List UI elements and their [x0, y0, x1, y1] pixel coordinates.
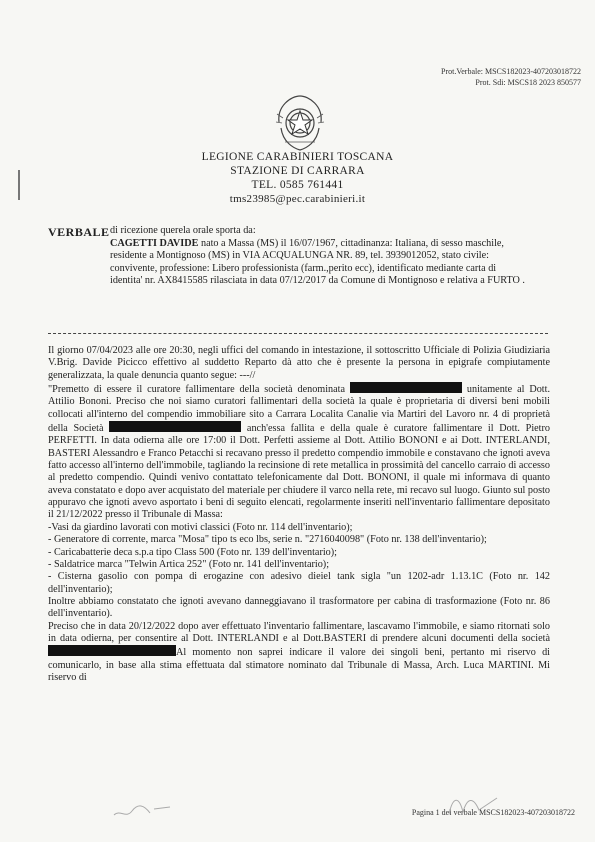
station-header: [170, 150, 425, 206]
list-item: - Caricabatterie deca s.p.a tipo Class 500 (Foto nr. 139 dell'inventario);: [48, 546, 337, 558]
statement-body: [48, 345, 550, 684]
paragraph-4: Preciso che in data 20/12/2022 dopo aver effettuato l'inventario fallimentare, lascavamo l'immobile, e siamo ritornati solo in data odierna, per consentire al Dott. INTERLANDI e al Dott.BASTERI di prendere alcuni documenti della società Al momento non saprei indicare il valore dei singoli beni, pertanto mi riservo di comunicarlo, in base alla stima effettuata dal stimatore nominato dal Tribunale di Massa, Arch. Luca MARTINI. Mi riservo di: [48, 620, 550, 683]
header-line1: LEGIONE CARABINIERI TOSCANA: [201, 151, 394, 163]
complainant-name: CAGETTI DAVIDE: [110, 237, 199, 249]
header-email: tms23985@pec.carabinieri.it: [229, 193, 366, 205]
list-item: - Cisterna gasolio con pompa di erogazine con adesivo dieiel tank sigla "un 1202-adr 1.13.1C (Foto nr. 142 dell'inventario);: [48, 571, 550, 595]
protocol-sdi: Prot. Sdi: MSCS18 2023 850577: [475, 78, 581, 87]
redaction-block: [350, 382, 462, 393]
verbale-line1: di ricezione querela orale sporta da:: [110, 225, 256, 236]
verbale-label: VERBALE: [48, 225, 110, 239]
paragraph-3: Inoltre abbiamo constatato che ignoti avevano danneggiavano il trasformatore per cabina di trasformazione (Foto nr. 86 dell'inventario).: [48, 595, 550, 620]
protocol-block: [441, 66, 581, 88]
verbale-intro: [110, 225, 530, 288]
paragraph-2: "Premetto di essere il curatore fallimentare della società denominata unitamente al Dott. Attilio Bononi. Preciso che noi siamo curatori fallimentari della società la quale è proprietaria di diversi beni mobili collocati all'interno del compendio immobiliare sito a Carrara Localita Canalie via Martiri del Lavoro nr. 4 di proprietà della Società anch'essa fallita e della quale è curatore fallimentare il Dott. Pietro PERFETTI. In data odierna alle ore 17:00 il Dott. Perfetti assieme al Dott. Attilio BONONI e ai Dott. INTERLANDI, BASTERI Alessandro e Franco Petacchi si recavano presso il predetto compendio immobile e constavano che ignoti aveva fatto accesso all'interno dell'immobile, tagliando la recinsione di rete metallica in prossimità del cancello carraio di accesso al predetto compendio. Quindi venivo contattato telefonicamente dal Dott. BONONI, il quale mi informava di quanto aveva constatato e dopo aver acquistato del materiale per chiudere il varco nella rete, mi recavo sul luogo. Giunto sul posto appuravo che ignoti avevo asportato i beni di seguito elencati, regolarmente inseriti nell'inventario fallimentare depositato il 21/12/2022 presso il Tribunale di Massa:: [48, 384, 551, 521]
signature-mark: [445, 790, 505, 820]
complainant-details: nato a Massa (MS) il 16/07/1967, cittadinanza: Italiana, di sesso maschile, residente a Montignoso (MS) in VIA ACQUALUNGA NR. 89, tel. 3939012052, stato civile: convivente, professione: Libero professionista (farm.,perito ecc), identificato mediante carta di identita' nr. AX8415585 rilasciata in data 07/12/2017 da Comune di Montignoso e relativa a FURTO .: [110, 237, 525, 287]
list-item: - Saldatrice marca "Telwin Artica 252" (Foto nr. 141 dell'inventario);: [48, 558, 330, 570]
margin-mark: [18, 170, 20, 200]
signature-mark: [110, 795, 180, 825]
redaction-block: [109, 421, 241, 432]
italian-emblem-icon: [271, 92, 329, 154]
protocol-verbale: Prot.Verbale: MSCS182023-407203018722: [441, 67, 581, 76]
list-item: - Generatore di corrente, marca "Mosa" tipo ts eco lbs, serie n. "2716040098" (Foto nr. 138 dell'inventario);: [48, 534, 487, 546]
header-line2: STAZIONE DI CARRARA: [230, 165, 365, 177]
page-footer: Pagina 1 del verbale MSCS182023-407203018722: [411, 808, 575, 817]
header-phone: TEL. 0585 761441: [251, 179, 344, 191]
section-divider: [48, 333, 548, 334]
redaction-block: [48, 645, 176, 656]
list-item: -Vasi da giardino lavorati con motivi classici (Foto nr. 114 dell'inventario);: [48, 521, 353, 533]
paragraph-1: Il giorno 07/04/2023 alle ore 20:30, negli uffici del comando in intestazione, il sottoscritto Ufficiale di Polizia Giudiziaria V.Brig. Davide Picicco effettivo al suddetto Reparto dà atto che è presente la persona in epigrafe compiutamente generalizzata, la quale denuncia quanto segue: ---//: [48, 345, 550, 381]
